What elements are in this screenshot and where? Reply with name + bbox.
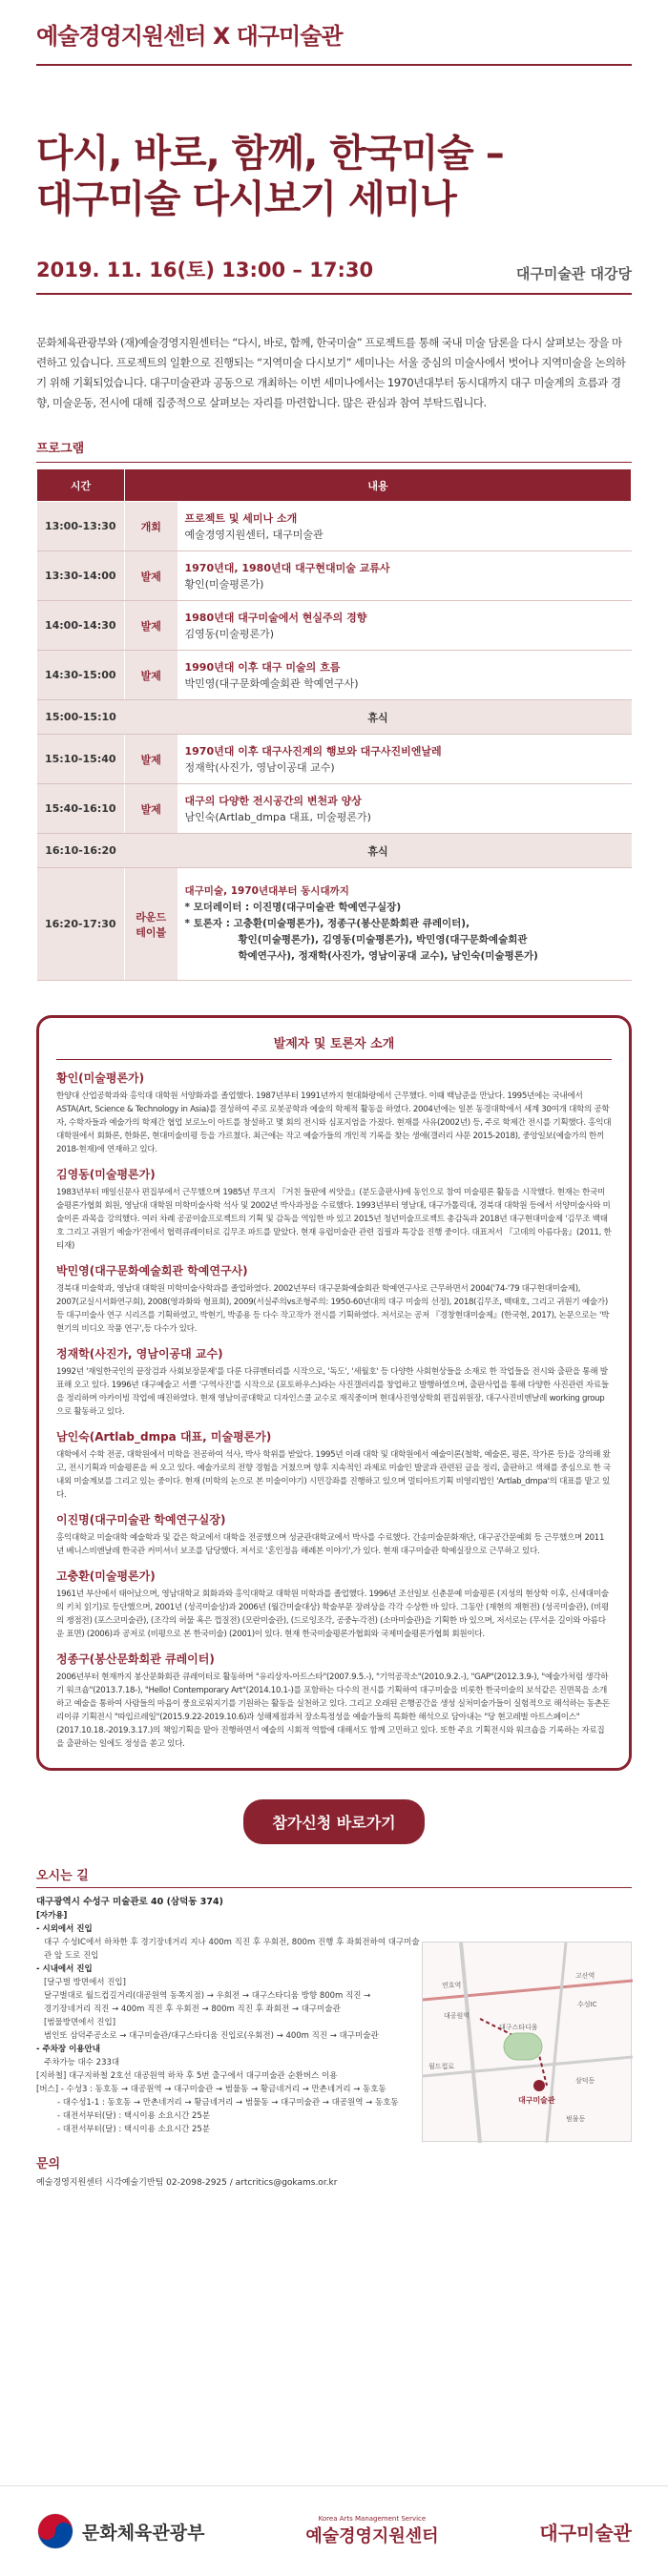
program-content (177, 735, 632, 784)
program-header-time: 시간 (37, 469, 125, 502)
directions-line: [지하철] 대구지하철 2호선 대공원역 하차 후 5번 출구에서 대구미술관 순환버스 이용 (36, 2071, 338, 2081)
map-destination: 대구미술관 (518, 2096, 555, 2105)
bio-name: 김영동(미술평론가) (56, 1168, 156, 1181)
table-row-break (37, 834, 632, 868)
table-row (37, 601, 632, 651)
bios-title: 발제자 및 토론자 소개 (273, 1037, 395, 1051)
directions-label: 오시는 길 (36, 1869, 89, 1883)
mcst-logo (36, 2512, 204, 2550)
roundtable-type-1: 라운드 (136, 910, 167, 924)
bio-item (56, 1345, 612, 1419)
program-divider (36, 462, 632, 463)
roundtable-type-2: 테이블 (136, 925, 167, 939)
program-type: 발제 (125, 784, 177, 834)
program-type: 발제 (125, 735, 177, 784)
brand-divider (36, 64, 632, 66)
program-title: 1970년대 이후 대구사진계의 행보와 대구사진비엔날레 (184, 744, 442, 758)
program-speaker: 정재학(사진가, 영남이공대 교수) (184, 760, 335, 774)
bio-item (56, 1166, 612, 1253)
map-label: 연호역 (442, 1982, 462, 1989)
directions-line: [범물방면에서 진입] (44, 2018, 116, 2027)
gokams-logo-small: Korea Arts Management Service (318, 2515, 427, 2523)
title-line-2: 대구미술 다시보기 세미나 (36, 177, 456, 221)
table-row-break (37, 700, 632, 735)
bio-text: 대학에서 수학 전공, 대학원에서 미학을 전공하여 석사, 박사 학위를 받았다. 1995년 이래 대학 및 대학원에서 예술이론(철학, 예술론, 평론, 작가론 등)을 강의해 왔고, 전시기획과 미술평론을 써 오고 있다. 예술가로의 전향 경험을 거쳤으며 향후 지속적인 과제로 미술인 발굴과 관련된 글을 정리, 출판하고 색채를 중심으로 한 국내외 미술계보를 그리고 있는 중이다. 현재 (미학의 논으로 본 미술이야기) 시민강좌를 진행하고 있으며 멀티아트기획 비영리법인 'Artlab_dmpa'의 대표를 맡고 있다. (56, 1450, 611, 1500)
bio-list (56, 1070, 612, 1751)
roundtable-moderator: * 모더레이터 : 이진명(대구미술관 학예연구실장) (184, 902, 402, 913)
program-title: 1980년대 대구미술에서 현실주의 경향 (184, 611, 367, 624)
program-speaker: 황인(미술평론가) (184, 577, 264, 591)
intro-paragraph: 문화체육관광부와 (재)예술경영지원센터는 “다시, 바로, 함께, 한국미술” 프로젝트를 통해 국내 미술 담론을 다시 살펴보는 장을 마련하고 있습니다. 프로젝트의 일환으로 진행되는 “지역미술 다시보기” 세미나는 서울 중심의 미술사에서 벗어나 지역미술을 논의하기 위해 기획되었습니다. 대구미술관과 공동으로 개최하는 이번 세미나에서는 1970년대부터 동시대까지 대구 미술계의 흐름과 경향, 미술운동, 전시에 대해 집중적으로 살펴보는 자리를 마련합니다. 많은 관심과 참여 부탁드립니다. (36, 336, 626, 409)
program-title: 1970년대, 1980년대 대구현대미술 교류사 (184, 561, 390, 574)
program-content (177, 551, 632, 601)
table-row (37, 651, 632, 700)
program-type (125, 868, 177, 981)
mcst-logo-text: 문화체육관광부 (82, 2522, 205, 2544)
directions-divider (36, 1887, 632, 1888)
program-speaker: 예술경영지원센터, 대구미술관 (184, 528, 324, 541)
program-body (37, 502, 632, 981)
table-row (37, 784, 632, 834)
mcst-emblem-icon (36, 2512, 74, 2550)
bio-text: 경북대 미술학과, 영남대 대학원 미학미술사학과를 졸업하였다. 2002년부터 대구문화예술회관 학예연구사로 근무하면서 2004('74-'79 대구현대미술제), 2007(교실시서화연구회), 2008(영과화와 형표회), 2009(서실주의vs조형주의: 1950-60년대의 대구 미술의 선정), 2018(김무조, 백태호, 그리고 귀원기 예술가)등 대구미술사 연구 시리즈를 기획하였고, 박현기, 박종용 등 다수 작고작가 전시를 기획하였다. 저서로는 공저 『경창현대미술제』(한국현, 2017), 논문으로는 '박현기의 비디오 작품 연구',등 다수가 있다. (56, 1284, 610, 1334)
program-label: 프로그램 (36, 442, 85, 456)
bio-item (56, 1568, 612, 1641)
directions-line: 달구벌대로 월드컵길거리(대공원역 동쪽지점) → 우회전 → 대구스타디움 방향 800m 직진 → (44, 1991, 371, 2001)
roundtable-title: 대구미술, 1970년대부터 동시대까지 (184, 885, 349, 897)
table-row-roundtable (37, 868, 632, 981)
directions-line: - 대전서부터(달) : 택시이용 소요시간 25분 (57, 2111, 211, 2121)
bio-text: 한양대 산업공학과와 홍익대 대학원 서양화과를 졸업했다. 1987년부터 1991년까지 현대화랑에서 근무했다. 이때 백남준을 만났다. 1995년에는 국내에서 ASTA(Art, Science & Technology in Asia)를 결성하여 주로 로봇공학과 예술의 학제적 활동을 하였다. 2004년에는 일본 동경대학에서 세계 30여개 대학의 공학자, 수학자들과 예술가의 학제간 협업 보로노이 아트를 창설하고 몇 회의 전시와 심포지엄을 가졌다. 현재를 사유(2002년) 등, 주로 학제간 전시를 기획했다. 홍익대 대학원에서 회화론, 한화론, 현대미술비평 등을 가르쳤다. 최근에는 작고 예술가들의 개인적 기록을 찾는 생애(갤러리 샤문 2015-2018), 중앙일보(예술가의 한끼 2018-현재)에 연재하고 있다. (56, 1091, 612, 1154)
date-divider (36, 293, 632, 295)
table-row (37, 502, 632, 551)
bio-item (56, 1428, 612, 1502)
bio-text: 1983년부터 매일신문사 편집부에서 근무했으며 1985년 무크지 『거친 들판에 씨앗을』(분도출판사)에 동인으로 참여 미술평론 활동을 시작했다. 현재는 한국미술평론가협회 회원, 영남대 대학원 미학미술사학 석사 및 2002년 박사과정을 수료했다. 1993년부터 영남대, 대구가톨릭대, 경북대 대학원 등에서 서양미술사와 미술이론 과목을 강의했다. 여러 차례 공공미술프로젝트의 기획 및 감독을 역임한 바 있고 2015년 청년미술프로젝트 총감독과 2018년 대구현대미술제 '김무조 백태호 그리고 귀원기 예술가'전에서 협력큐레이터로 김무조 파트를 맡았다. 현재 유럽미술관 관련 집필과 특강을 진행 중이다. 대표저서 『고데의 아름다움』(2011, 한티재) (56, 1188, 612, 1251)
event-date: 2019. 11. 16(토) 13:00 – 17:30 (36, 259, 374, 281)
program-content (177, 601, 632, 651)
program-time: 13:00-13:30 (37, 502, 125, 551)
roundtable-panel-1: * 토론자 : 고충환(미술평론가), 정종구(봉산문화회관 큐레이터), (184, 918, 470, 929)
map-label: 범물동 (566, 2115, 586, 2123)
directions-line: 대구 수성IC에서 하차한 후 경기장네거리 지나 400m 직진 후 우회전, 800m 진행 후 좌회전하여 대구미술관 앞 도로 진입 (44, 1938, 420, 1961)
map-roads (423, 1942, 633, 2143)
program-time: 14:00-14:30 (37, 601, 125, 651)
directions-area (36, 1896, 632, 2142)
directions-line: [버스] - 수성3 : 동호동 → 대공원역 → 대구미술관 → 범물동 → 황금네거리 → 만촌네거리 → 동호동 (36, 2085, 386, 2094)
bios-divider (56, 1059, 612, 1060)
program-content (177, 651, 632, 700)
bio-item (56, 1651, 612, 1751)
program-type: 발제 (125, 651, 177, 700)
directions-line: - 시외에서 진입 (36, 1924, 93, 1934)
directions-line: 범인또 삼덕주공소로 → 대구미술관/대구스타디움 진입로(우회전) → 400m 직진 → 대구미술관 (44, 2031, 379, 2041)
program-time: 15:40-16:10 (37, 784, 125, 834)
directions-line: [달구벌 방면에서 진입] (44, 1978, 126, 1987)
program-time: 15:10-15:40 (37, 735, 125, 784)
directions-address: 대구광역시 수성구 미술관로 40 (삼덕동 374) (36, 1897, 223, 1907)
directions-line: 경기장네거리 직진 → 400m 직진 후 우회전 → 800m 직진 후 좌회전 → 대구미술관 (44, 2005, 341, 2014)
directions-line: - 주차장 이용안내 (36, 2045, 100, 2054)
program-speaker: 남인숙(Artlab_dmpa 대표, 미술평론가) (184, 810, 371, 823)
event-venue: 대구미술관 대강당 (515, 265, 632, 282)
program-type: 발제 (125, 551, 177, 601)
directions-line: - 시내에서 진입 (36, 1964, 93, 1974)
page-title (36, 131, 632, 222)
program-speaker: 박민영(대구문화예술회관 학예연구사) (184, 676, 359, 690)
daegu-museum-logo: 대구미술관 (539, 2521, 632, 2545)
roundtable-panel-3: 학예연구사), 정재학(사진가, 영남이공대 교수), 남인숙(미술평론가) (238, 950, 538, 962)
contact-label: 문의 (36, 2157, 61, 2171)
directions-text (36, 1896, 422, 2142)
bio-text: 2006년부터 현재까지 봉산문화회관 큐레이터로 활동하며 "유리상자-아트스타"(2007.9.5.-), "기억공작소"(2010.9.2.-), "GAP"(2012.3.9-), "예술가처럼 생각하기 워크숍"(2013.7.18-), "Hello! Contemporary Art"(2014.10.1-)를 포함하는 다수의 전시를 기획하여 대구미술을 비롯한 한국미술의 보석같은 진면목을 소개하고 예술을 통하여 사람들의 마음이 풍요로워지기를 기원하는 활동을 실천하고 있다. 그리고 오래된 은행공간을 생성 실처미술가들이 실험적으로 해석하는 동촌돈리이큐 기획전시 "따입르레일"(2015.9.22-2019.10.6)과 성해제점과처 장소특정성을 예술가들의 특화한 해석으로 담아내는 "당 현고레벌 아트스페이스"(2017.10.18.-2019.3.17.)의 책임기획을 맡아 진행하면서 예술의 시회적 역할에 대해서도 함께 고민하고 있다. 또한 주요 기획전시와 워크숍을 기록하는 자료집을 출판하는 일에도 정성을 쏟고 있다. (56, 1672, 610, 1749)
footer-logos (0, 2485, 668, 2576)
program-content (177, 502, 632, 551)
gokams-logo (305, 2515, 438, 2547)
bio-text: 홍익대학교 미술대학 예술학과 및 같은 학교에서 대학을 전공했으며 성균관대학교에서 박사를 수료했다. 간송미술문화재단, 대구공간문예회 등 근무했으며 2011년 베니스비엔날레 한국관 커미셔너 보조를 담당했다. 저서로 '혼인정음 해례본 이야기',가 있다. 현재 대구미술관 학예실장으로 근무하고 있다. (56, 1533, 605, 1556)
program-time: 14:30-15:00 (37, 651, 125, 700)
program-title: 프로젝트 및 세미나 소개 (184, 511, 298, 525)
program-break: 휴식 (125, 700, 632, 735)
bio-text: 1961년 부산에서 태어났으며, 영남대학교 회화과와 홍익대학교 대학원 미학과를 졸업했다. 1996년 조선일보 신춘문예 미술평론 (지성의 현상학 이후, 신세대미술의 키치 읽기)로 등단했으며, 2001년 (성곡미술상)과 2006년 (월간미술대상) 학술부문 장려상을 각각 수상한 바 있다. 그동안 (재현의 재현전) (성곡미술관), (비평의 쟁점전) (포스코미술관), (조각의 허물 혹은 껍질전) (모란미술관), (드로잉조각, 공중누각전) (소마미술관)을 기획한 바 있으며, 저서로는 (무서운 길이와 아름다운 표면) (2006)과 공저로 (비평으로 본 한국미술) (2001)이 있다. 현재 한국미술평론가협회와 국제미술평론가협회 회원이다. (56, 1589, 610, 1639)
map-label: 삼덕동 (575, 2077, 595, 2085)
map-label: 대구스타디움 (499, 2024, 538, 2031)
bio-name: 황인(미술평론가) (56, 1071, 145, 1085)
register-button[interactable]: 참가신청 바로가기 (243, 1799, 424, 1844)
program-time: 15:00-15:10 (37, 700, 125, 735)
brand-header: 예술경영지원센터 X 대구미술관 (36, 23, 343, 50)
table-row (37, 551, 632, 601)
directions-line: [자가용] (36, 1911, 68, 1921)
bio-name: 고충환(미술평론가) (56, 1569, 156, 1583)
bio-item (56, 1511, 612, 1558)
program-title: 1990년대 이후 대구 미술의 흐름 (184, 660, 341, 674)
bio-text: 1992년 '재일한국인의 끝장검과 사회보장문제'를 다룬 다큐멘터리를 시작으로, '독도', '세월호' 등 다양한 사회현상들을 소재로 한 작업들을 전시와 출판을 통해 발표해 오고 있다. 1996년 대구예술고 서클 '구역사진'를 시작으로 (포토하우스)라는 사진갤러리를 창업하고 발행하였으며, 출판사업을 통해 다양한 사진관련 자료들을 정리하며 아카이빙 작업에 매진하였다. 현재 영남이공대학교 디자인스쿨 교수로 재직중이며 현대사진영상학회 편집위원장, 대구사진비엔날레 working group으로 활동하고 있다. (56, 1367, 609, 1417)
contact-text: 예술경영지원센터 시각예술기반팀 02-2098-2925 / artcritics@gokams.or.kr (36, 2178, 338, 2188)
program-time: 16:20-17:30 (37, 868, 125, 981)
map-label: 고산역 (575, 1972, 595, 1980)
title-line-1: 다시, 바로, 함께, 한국미술 – (36, 132, 504, 176)
bio-name: 정종구(봉산문화회관 큐레이터) (56, 1652, 215, 1666)
program-speaker: 김영동(미술평론가) (184, 627, 275, 640)
location-map[interactable] (422, 1942, 632, 2142)
bio-name: 남인숙(Artlab_dmpa 대표, 미술평론가) (56, 1430, 272, 1444)
program-title: 대구의 다양한 전시공간의 변천과 양상 (184, 794, 362, 807)
directions-line: - 대전서부터(달) : 택시이용 소요시간 25분 (57, 2125, 211, 2134)
roundtable-panel-2: 황인(미술평론가), 김영동(미술평론가), 박민영(대구문화예술회관 (238, 934, 528, 945)
bio-name: 이진명(대구미술관 학예연구실장) (56, 1513, 226, 1527)
program-content (177, 868, 632, 981)
table-row (37, 735, 632, 784)
bio-item (56, 1262, 612, 1336)
cta-row (36, 1799, 632, 1844)
directions-line: 주차가능 대수 233대 (44, 2058, 120, 2067)
map-label: 대공원역 (444, 2012, 470, 2020)
program-break: 휴식 (125, 834, 632, 868)
program-header-content: 내용 (125, 469, 632, 502)
bio-name: 정재학(사진가, 영남이공대 교수) (56, 1347, 223, 1361)
bio-item (56, 1070, 612, 1156)
gokams-logo-text: 예술경영지원센터 (305, 2526, 439, 2546)
map-label: 수성IC (577, 2001, 597, 2008)
program-type: 개회 (125, 502, 177, 551)
bios-box (36, 1015, 632, 1771)
bio-name: 박민영(대구문화예술회관 학예연구사) (56, 1264, 248, 1278)
program-time: 13:30-14:00 (37, 551, 125, 601)
program-type: 발제 (125, 601, 177, 651)
program-content (177, 784, 632, 834)
program-time: 16:10-16:20 (37, 834, 125, 868)
program-table (36, 468, 632, 981)
date-venue-row (36, 255, 632, 283)
directions-line: - 대수성1-1 : 동호동 → 만촌네거리 → 황금네거리 → 범물동 → 대구미술관 → 대공원역 → 동호동 (57, 2098, 399, 2108)
map-label: 월드컵로 (428, 2063, 455, 2070)
